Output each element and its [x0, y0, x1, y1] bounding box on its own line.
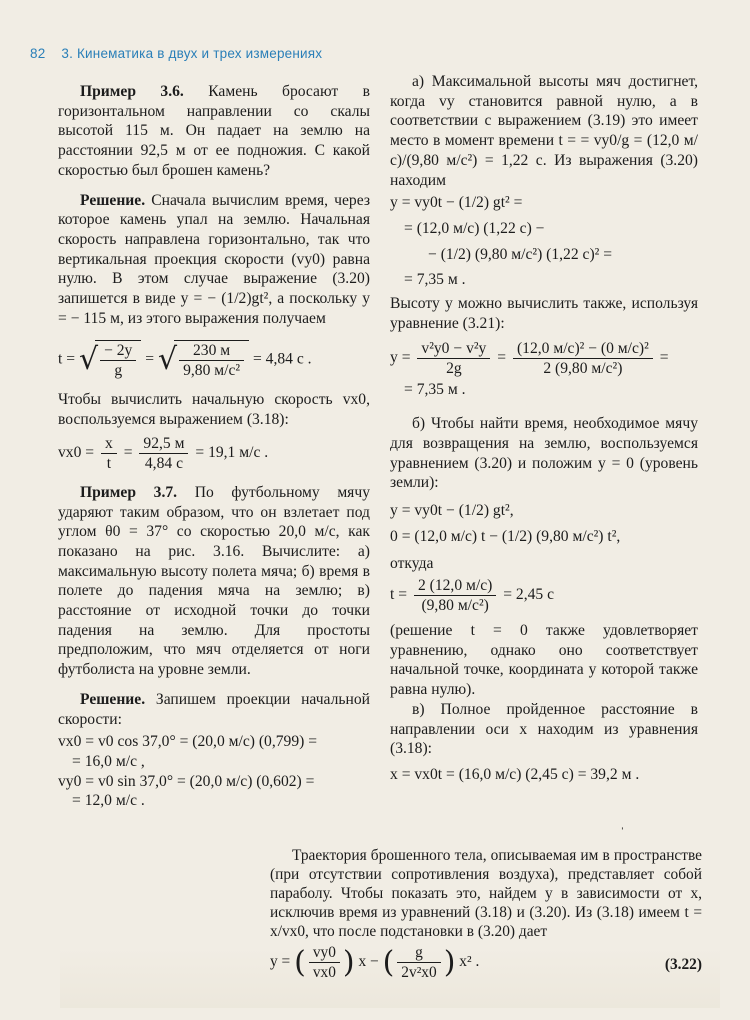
equation-line: y = vy0t − (1/2) gt²,	[390, 501, 514, 519]
left-column	[58, 82, 370, 811]
equation-number: (3.22)	[664, 956, 702, 973]
equation-vx0: vx0 = $\frac{x}{t}$ = $\frac{92,5 м}{4,84 с}$ = 19,1 м/с .	[58, 434, 269, 472]
equation-3-22: y = ( $\frac{vy0}{vx0}$ ) x − ( $\frac{g}{\text{2v²x0}}$ ) x² . (3.22)	[270, 944, 702, 981]
page-number: 82	[30, 46, 46, 61]
equation-line: x = vx0t = (16,0 м/с) (2,45 с) = 39,2 м .	[390, 765, 640, 783]
sqrt-2: √ $\frac{230 м}{\text{9,80 м/с²}}$	[158, 340, 249, 380]
equation-line: = 12,0 м/с .	[72, 792, 145, 810]
solution-text: Сначала вычислим время, через которое камень упал на землю. Начальная скорость направлена горизонтально, так что вертикальная проекция скорости (vy0) равна нулю. В этом случае выражение (3.20) запишется в виде y = − (1/2)gt², а поскольку y = − 115 м, из этого выражения получаем	[58, 191, 370, 327]
paragraph-vx: Чтобы вычислить начальную скорость vx0, воспользуемся выражением (3.18):	[58, 391, 370, 429]
word-otkuda: откуда	[390, 555, 434, 573]
stray-mark: ˈ	[620, 826, 625, 841]
note-paragraph: (решение t = 0 также удовлетворяет уравнению, однако оно соответствует начальной точке, координата y которой также равна нулю).	[390, 622, 698, 699]
solution-text: Запишем проекции начальной скорости:	[58, 690, 370, 728]
right-column	[390, 72, 698, 785]
equation-time: t = √ $\frac{- 2y}{g}$ = √ $\frac{230 м}{\text{9,80 м/с²}}$ = 4,84 с .	[58, 342, 312, 380]
trajectory-paragraph: Траектория брошенного тела, описываемая им в пространстве (при отсутствии сопротивления воздуха), представляет собой параболу. Чтобы показать это, найдем y в зависимости от x, исключив время из уравнений (3.18) и (3.20). Из (3.18) имеем t = x/vx0, что после подстановки в (3.20) дает	[270, 847, 702, 940]
sqrt-1: √ $\frac{- 2y}{g}$	[79, 340, 141, 380]
part-c-paragraph: в) Полное пройденное расстояние в направлении оси x находим из уравнения (3.18):	[390, 700, 698, 758]
example-3-7	[58, 483, 370, 680]
example-text: Камень бросают в горизонтальном направлении со скалы высотой 115 м. Он падает на землю на расстоянии 92,5 м от ее подножия. С какой скоростью был брошен камень?	[58, 83, 370, 179]
solution-3-6	[58, 191, 370, 329]
paragraph-height: Высоту y можно вычислить также, используя уравнение (3.21):	[390, 295, 698, 332]
part-a-paragraph: а) Максимальной высоты мяч достигнет, когда vy становится равной нулю, а в соответствии с выражением (3.19) это имеет место в момент времени t = = vy0/g = (12,0 м/с)/(9,80 м/с²) = 1,22 с. Из выражения (3.20) находим	[390, 73, 698, 189]
equation-line: y = vy0t − (1/2) gt² =	[390, 194, 523, 212]
equation-line: vx0 = v0 cos 37,0° = (20,0 м/с) (0,799) =	[58, 733, 318, 751]
example-3-6	[58, 82, 370, 181]
equation-time-b: t = $\frac{2 (12,0 м/с)}{\text{(9,80 м/с²)}}$ = 2,45 с	[390, 577, 555, 615]
solution-3-7	[58, 690, 370, 729]
solution-label: Решение.	[80, 191, 146, 209]
equation-line: = (12,0 м/с) (1,22 с) −	[404, 219, 545, 237]
equation-height: y = $\frac{\text{v²y0 − v²y}}{2g}$ = $\frac{\text{(12,0 м/с)² − (0 м/с)²}}{\text{2 (9,80 м/с²)}}$ =	[390, 340, 669, 378]
example-text: По футбольному мячу ударяют таким образом, что он взлетает под углом θ0 = 37° со скоростью 20,0 м/с, как показано на рис. 3.16. Вычислите: а) максимальную высоту полета мяча; б) время в полете до падения мяча на землю; в) расстояние от исходной точки до точки падения на землю. Для простоты предположим, что мяч отделяется от ноги футболиста на уровне земли.	[58, 483, 370, 679]
solution-label: Решение.	[80, 690, 146, 708]
equation-line: = 16,0 м/с ,	[72, 752, 145, 770]
bottom-block	[270, 846, 702, 982]
example-label: Пример 3.6.	[80, 83, 184, 100]
equation-line: = 7,35 м .	[404, 271, 466, 289]
example-label: Пример 3.7.	[80, 483, 178, 501]
page-header	[30, 46, 322, 61]
equation-line: 0 = (12,0 м/с) t − (1/2) (9,80 м/с²) t²,	[390, 527, 621, 545]
chapter-title: 3. Кинематика в двух и трех измерениях	[61, 46, 323, 61]
part-b-paragraph: б) Чтобы найти время, необходимое мячу для возвращения на землю, воспользуемся уравнением (3.20) и положим y = 0 (уровень земли):	[390, 415, 698, 492]
equation-line: − (1/2) (9,80 м/с²) (1,22 с)² =	[428, 245, 613, 263]
equation-line: vy0 = v0 sin 37,0° = (20,0 м/с) (0,602) =	[58, 772, 315, 790]
equation-line: = 7,35 м .	[404, 381, 466, 399]
